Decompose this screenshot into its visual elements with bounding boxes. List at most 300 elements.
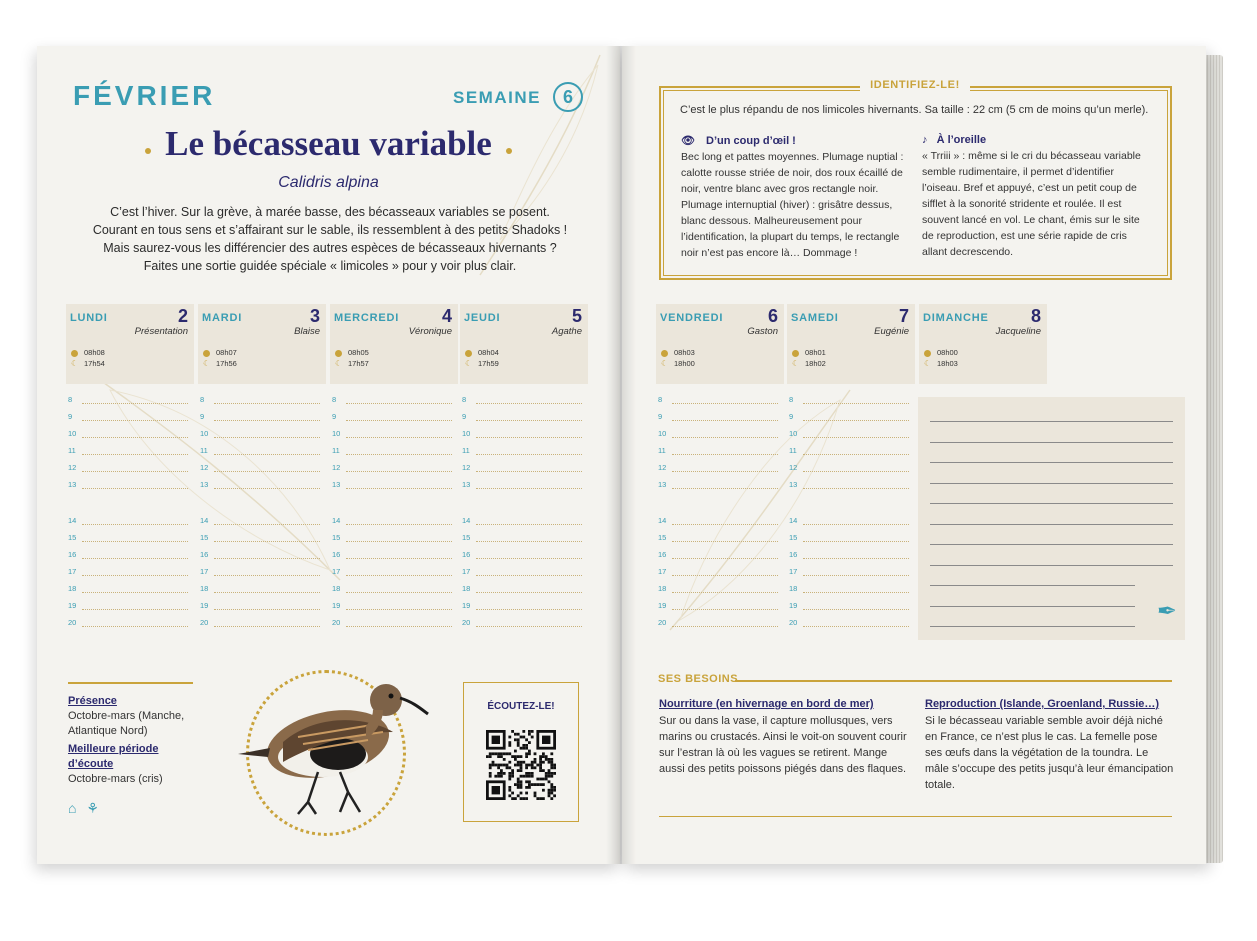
- hour-slot[interactable]: [68, 616, 188, 633]
- hour-slot[interactable]: [789, 393, 909, 410]
- sunrise-row: [661, 348, 695, 357]
- hour-label: 12: [789, 463, 798, 472]
- dotted-line: [476, 437, 582, 438]
- hour-label: 17: [462, 567, 471, 576]
- hour-slot[interactable]: [462, 616, 582, 633]
- hour-slot[interactable]: [658, 582, 778, 599]
- dotted-line: [672, 592, 778, 593]
- sunrise-time: 08h00: [937, 348, 958, 357]
- dotted-line: [82, 524, 188, 525]
- dotted-line: [82, 575, 188, 576]
- note-line: [930, 462, 1173, 463]
- dotted-line: [214, 420, 320, 421]
- day-name: SAMEDI: [791, 312, 839, 324]
- hour-slot[interactable]: [200, 444, 320, 461]
- hour-label: 9: [658, 412, 663, 421]
- page-edges: [1205, 55, 1223, 863]
- note-line: [930, 442, 1173, 443]
- hour-slot[interactable]: [462, 582, 582, 599]
- dotted-line: [214, 609, 320, 610]
- sunset-row: [792, 359, 826, 368]
- dotted-line: [803, 437, 909, 438]
- hour-slot[interactable]: [332, 393, 452, 410]
- dotted-line: [803, 558, 909, 559]
- hour-label: 18: [789, 584, 798, 593]
- day-saint: Gaston: [747, 326, 778, 337]
- hour-label: 14: [332, 516, 341, 525]
- week-number-badge: 6: [553, 82, 583, 112]
- hour-slot[interactable]: [68, 427, 188, 444]
- intro-line: Mais saurez-vous les différencier des autres espèces de bécasseaux hivernants ?: [103, 241, 557, 255]
- dotted-line: [214, 403, 320, 404]
- hour-slot[interactable]: [68, 444, 188, 461]
- dotted-line: [214, 454, 320, 455]
- hour-label: 11: [332, 446, 340, 455]
- hour-label: 18: [658, 584, 667, 593]
- hour-slot[interactable]: [200, 410, 320, 427]
- hour-slot[interactable]: [68, 393, 188, 410]
- hour-label: 8: [332, 395, 337, 404]
- hour-label: 18: [68, 584, 77, 593]
- hour-label: 16: [200, 550, 209, 559]
- hour-slot[interactable]: [200, 582, 320, 599]
- dotted-line: [672, 609, 778, 610]
- dotted-line: [476, 454, 582, 455]
- note-line: [930, 483, 1173, 484]
- moon-icon: ☾: [465, 359, 473, 368]
- hour-label: 10: [789, 429, 798, 438]
- notes-box[interactable]: [918, 397, 1185, 640]
- hour-label: 11: [68, 446, 76, 455]
- day-name: LUNDI: [70, 312, 108, 324]
- dotted-line: [672, 626, 778, 627]
- sunrise-row: [792, 348, 826, 357]
- week-label: SEMAINE: [453, 88, 541, 107]
- sunrise-time: 08h05: [348, 348, 369, 357]
- qr-title: ÉCOUTEZ-LE!: [487, 701, 555, 712]
- day-saint: Présentation: [134, 326, 188, 337]
- sunrise-row: [465, 348, 499, 357]
- hour-slot[interactable]: [658, 444, 778, 461]
- day-saint: Blaise: [294, 326, 320, 337]
- hour-label: 11: [462, 446, 470, 455]
- ear-section: [922, 134, 1154, 260]
- hour-slot[interactable]: [200, 393, 320, 410]
- dotted-line: [346, 420, 452, 421]
- dotted-line: [803, 626, 909, 627]
- dotted-line: [346, 609, 452, 610]
- day-header: [330, 304, 458, 384]
- hour-label: 20: [462, 618, 471, 627]
- latin-name: Calidris alpina: [278, 174, 379, 191]
- hour-slot[interactable]: [332, 616, 452, 633]
- hour-label: 12: [200, 463, 209, 472]
- hour-slot[interactable]: [68, 531, 188, 548]
- hour-slot[interactable]: [462, 565, 582, 582]
- dotted-line: [672, 524, 778, 525]
- dotted-line: [82, 403, 188, 404]
- hour-slot[interactable]: [789, 444, 909, 461]
- dotted-line: [82, 609, 188, 610]
- sunset-row: [661, 359, 695, 368]
- divider: [735, 680, 1172, 682]
- hour-slot[interactable]: [658, 548, 778, 565]
- hour-slot[interactable]: [789, 616, 909, 633]
- day-header: [787, 304, 915, 384]
- dotted-line: [346, 541, 452, 542]
- dotted-line: [346, 403, 452, 404]
- food-section: [659, 698, 909, 777]
- day-number: 2: [177, 306, 188, 326]
- day-number: 7: [898, 306, 909, 326]
- hour-slot[interactable]: [200, 531, 320, 548]
- dotted-line: [82, 420, 188, 421]
- qr-box[interactable]: [463, 682, 579, 822]
- hour-slot[interactable]: [789, 410, 909, 427]
- hour-slot[interactable]: [658, 599, 778, 616]
- hour-slot[interactable]: [658, 427, 778, 444]
- hour-slot[interactable]: [332, 427, 452, 444]
- hour-slot[interactable]: [789, 478, 909, 495]
- needs-title: SES BESOINS: [658, 673, 739, 685]
- day-header: [198, 304, 326, 384]
- hour-slot[interactable]: [462, 514, 582, 531]
- hour-slot[interactable]: [658, 565, 778, 582]
- dotted-line: [346, 454, 452, 455]
- note-line: [930, 503, 1173, 504]
- sunrise-time: 08h04: [478, 348, 499, 357]
- eye-text: Bec long et pattes moyennes. Plumage nuptial : calotte rousse striée de noir, dos roux écaillé de noir, ventre blanc avec gros rectangle noir. Plumage internuptial (hiver) : grisâtre dessus, blanc dessous. Malheureusement pour l’identification, la plupart du temps, le rectangle noir n’est pas encore là… Dommage !: [681, 151, 904, 259]
- sunset-time: 17h59: [478, 359, 499, 368]
- hour-label: 13: [332, 480, 341, 489]
- sunset-row: [335, 359, 369, 368]
- hour-slot[interactable]: [462, 410, 582, 427]
- hour-label: 12: [68, 463, 77, 472]
- hour-label: 19: [658, 601, 667, 610]
- dotted-line: [803, 609, 909, 610]
- hour-label: 8: [462, 395, 467, 404]
- hour-slot[interactable]: [68, 410, 188, 427]
- qr-code[interactable]: [486, 727, 556, 803]
- hour-label: 18: [332, 584, 341, 593]
- dotted-line: [803, 524, 909, 525]
- hour-label: 14: [200, 516, 209, 525]
- hour-label: 9: [332, 412, 337, 421]
- hour-label: 10: [200, 429, 209, 438]
- day-number: 8: [1030, 306, 1041, 326]
- hour-slot[interactable]: [332, 565, 452, 582]
- sunrise-row: [203, 348, 237, 357]
- title-wrap: [37, 124, 620, 164]
- best-period-value: Octobre-mars (cris): [68, 773, 163, 785]
- sunrise-time: 08h03: [674, 348, 695, 357]
- hour-label: 8: [658, 395, 663, 404]
- dotted-line: [803, 488, 909, 489]
- hour-slot[interactable]: [789, 582, 909, 599]
- hour-label: 10: [332, 429, 341, 438]
- sunrise-row: [924, 348, 958, 357]
- sunset-time: 18h03: [937, 359, 958, 368]
- moon-icon: ☾: [792, 359, 800, 368]
- title-dot-icon: [506, 148, 512, 154]
- ear-title: À l’oreille: [936, 134, 987, 146]
- dotted-line: [476, 524, 582, 525]
- note-line: [930, 585, 1135, 586]
- intro-line: Faites une sortie guidée spéciale « limicoles » pour y voir plus clair.: [143, 259, 517, 273]
- hour-slot[interactable]: [789, 531, 909, 548]
- sun-icon: [203, 350, 210, 357]
- hour-slot[interactable]: [658, 461, 778, 478]
- hour-slot[interactable]: [68, 599, 188, 616]
- dotted-line: [803, 454, 909, 455]
- hour-slot[interactable]: [68, 565, 188, 582]
- hour-slot[interactable]: [68, 582, 188, 599]
- hour-slot[interactable]: [332, 514, 452, 531]
- sun-icon: [335, 350, 342, 357]
- presence-label: Présence: [68, 695, 117, 707]
- hour-label: 15: [332, 533, 341, 542]
- dotted-line: [214, 471, 320, 472]
- hour-slot[interactable]: [789, 565, 909, 582]
- dotted-line: [346, 524, 452, 525]
- hour-slot[interactable]: [332, 531, 452, 548]
- hour-slot[interactable]: [789, 461, 909, 478]
- sunset-row: [465, 359, 499, 368]
- note-line: [930, 421, 1173, 422]
- hour-label: 14: [462, 516, 471, 525]
- hour-slot[interactable]: [332, 410, 452, 427]
- dotted-line: [476, 541, 582, 542]
- hour-slot[interactable]: [332, 582, 452, 599]
- hour-slot[interactable]: [462, 427, 582, 444]
- hour-slot[interactable]: [789, 599, 909, 616]
- hour-slot[interactable]: [200, 478, 320, 495]
- hour-slot[interactable]: [332, 548, 452, 565]
- hour-label: 8: [68, 395, 73, 404]
- hour-slot[interactable]: [658, 393, 778, 410]
- hour-label: 14: [789, 516, 798, 525]
- dotted-line: [214, 592, 320, 593]
- music-note-icon: ♪: [922, 134, 928, 146]
- page-title: Le bécasseau variable: [165, 124, 492, 163]
- hour-label: 16: [332, 550, 341, 559]
- hour-label: 15: [462, 533, 471, 542]
- hour-slot[interactable]: [200, 616, 320, 633]
- hour-slot[interactable]: [332, 461, 452, 478]
- sunrise-row: [335, 348, 369, 357]
- dotted-line: [214, 524, 320, 525]
- day-number: 5: [571, 306, 582, 326]
- hour-label: 17: [789, 567, 798, 576]
- day-saint: Véronique: [408, 326, 452, 337]
- quill-icon: ✒: [1156, 598, 1177, 625]
- reproduction-title: Reproduction (Islande, Groenland, Russie…): [925, 698, 1160, 710]
- hour-label: 20: [200, 618, 209, 627]
- dotted-line: [672, 558, 778, 559]
- day-saint: Agathe: [551, 326, 582, 337]
- hour-label: 10: [462, 429, 471, 438]
- hour-label: 9: [789, 412, 794, 421]
- dotted-line: [476, 592, 582, 593]
- dotted-line: [82, 558, 188, 559]
- day-number: 6: [767, 306, 778, 326]
- hour-slot[interactable]: [200, 514, 320, 531]
- hour-slot[interactable]: [68, 514, 188, 531]
- dotted-line: [476, 403, 582, 404]
- hour-label: 12: [332, 463, 341, 472]
- day-name: MARDI: [202, 312, 243, 324]
- hour-slot[interactable]: [658, 410, 778, 427]
- hour-slot[interactable]: [462, 393, 582, 410]
- dunlin-illustration: [228, 662, 438, 832]
- hour-slot[interactable]: [200, 461, 320, 478]
- hour-label: 12: [462, 463, 471, 472]
- dotted-line: [476, 626, 582, 627]
- dotted-line: [82, 454, 188, 455]
- note-line: [930, 565, 1173, 566]
- hour-slot[interactable]: [462, 531, 582, 548]
- title-dot-icon: [145, 148, 151, 154]
- dotted-line: [346, 558, 452, 559]
- hour-label: 12: [658, 463, 667, 472]
- day-number: 3: [309, 306, 320, 326]
- dotted-line: [803, 471, 909, 472]
- eye-title: D’un coup d’œil !: [706, 135, 796, 147]
- hour-slot[interactable]: [68, 548, 188, 565]
- hour-slot[interactable]: [462, 599, 582, 616]
- dotted-line: [214, 541, 320, 542]
- moon-icon: ☾: [924, 359, 932, 368]
- divider: [68, 682, 193, 684]
- sunset-row: [203, 359, 237, 368]
- hour-label: 16: [658, 550, 667, 559]
- hour-label: 19: [789, 601, 798, 610]
- hour-label: 13: [658, 480, 667, 489]
- dotted-line: [214, 575, 320, 576]
- hour-label: 16: [68, 550, 77, 559]
- hour-label: 16: [462, 550, 471, 559]
- sunrise-time: 08h08: [84, 348, 105, 357]
- hour-label: 9: [200, 412, 205, 421]
- hour-label: 19: [462, 601, 471, 610]
- hour-slot[interactable]: [658, 531, 778, 548]
- sunrise-time: 08h01: [805, 348, 826, 357]
- hour-slot[interactable]: [462, 444, 582, 461]
- reproduction-section: [925, 698, 1175, 793]
- hour-label: 16: [789, 550, 798, 559]
- hour-label: 11: [200, 446, 208, 455]
- dotted-line: [803, 403, 909, 404]
- hour-label: 14: [68, 516, 77, 525]
- hour-label: 15: [789, 533, 798, 542]
- dotted-line: [672, 541, 778, 542]
- day-number: 4: [441, 306, 452, 326]
- hour-label: 15: [200, 533, 209, 542]
- hour-slot[interactable]: [789, 427, 909, 444]
- dotted-line: [346, 437, 452, 438]
- hour-slot[interactable]: [462, 478, 582, 495]
- moon-icon: ☾: [203, 359, 211, 368]
- note-line: [930, 626, 1135, 627]
- day-name: VENDREDI: [660, 312, 724, 324]
- hour-label: 20: [789, 618, 798, 627]
- dotted-line: [476, 488, 582, 489]
- dotted-line: [672, 454, 778, 455]
- sunset-row: [924, 359, 958, 368]
- dotted-line: [476, 575, 582, 576]
- ear-text: « Trriii » : même si le cri du bécasseau variable semble rudimentaire, il permet d’identifier l’oiseau. Bref et appuyé, c’est un petit coup de sifflet à la sonorité stridente et roulée. Il est souvent lancé en vol. Le chant, émis sur le site de reproduction, est une série rapide de cris allant decrescendo.: [922, 150, 1141, 258]
- dotted-line: [346, 626, 452, 627]
- hour-label: 17: [200, 567, 209, 576]
- hour-slot[interactable]: [658, 514, 778, 531]
- eye-icon: 👁: [681, 135, 695, 147]
- hour-label: 18: [200, 584, 209, 593]
- dotted-line: [346, 592, 452, 593]
- dotted-line: [346, 575, 452, 576]
- note-line: [930, 606, 1135, 607]
- eye-section: [681, 134, 913, 261]
- day-name: DIMANCHE: [923, 312, 989, 324]
- hour-label: 11: [789, 446, 797, 455]
- house-bird-icon: ⌂: [68, 800, 77, 816]
- dotted-line: [346, 488, 452, 489]
- sunset-row: [71, 359, 105, 368]
- hour-slot[interactable]: [200, 427, 320, 444]
- hour-slot[interactable]: [68, 478, 188, 495]
- hour-slot[interactable]: [462, 548, 582, 565]
- dotted-line: [214, 437, 320, 438]
- hour-label: 14: [658, 516, 667, 525]
- day-header: [66, 304, 194, 384]
- hour-slot[interactable]: [462, 461, 582, 478]
- hour-label: 15: [68, 533, 77, 542]
- hour-slot[interactable]: [200, 565, 320, 582]
- hour-label: 9: [68, 412, 73, 421]
- hour-slot[interactable]: [789, 514, 909, 531]
- hour-slot[interactable]: [332, 599, 452, 616]
- reproduction-text: Si le bécasseau variable semble avoir déjà niché en France, ce n’est plus le cas. La femelle pose ses œufs dans la végétation de la toundra. Le mâle s’occupe des petits jusqu’à leur émancipation totale.: [925, 715, 1174, 791]
- sun-icon: [465, 350, 472, 357]
- day-name: MERCREDI: [334, 312, 400, 324]
- dotted-line: [82, 541, 188, 542]
- sunset-time: 18h00: [674, 359, 695, 368]
- hour-slot[interactable]: [658, 478, 778, 495]
- moon-icon: ☾: [335, 359, 343, 368]
- dotted-line: [214, 626, 320, 627]
- moon-icon: ☾: [71, 359, 79, 368]
- hour-slot[interactable]: [658, 616, 778, 633]
- identify-title: IDENTIFIEZ-LE!: [860, 79, 970, 91]
- day-saint: Eugénie: [874, 326, 909, 337]
- hour-slot[interactable]: [68, 461, 188, 478]
- day-header: [919, 304, 1047, 384]
- dotted-line: [672, 471, 778, 472]
- sunset-time: 17h57: [348, 359, 369, 368]
- dotted-line: [82, 488, 188, 489]
- dotted-line: [803, 575, 909, 576]
- hour-slot[interactable]: [332, 444, 452, 461]
- moon-icon: ☾: [661, 359, 669, 368]
- hour-slot[interactable]: [200, 599, 320, 616]
- hour-slot[interactable]: [789, 548, 909, 565]
- hour-label: 9: [462, 412, 467, 421]
- hour-slot[interactable]: [200, 548, 320, 565]
- dotted-line: [346, 471, 452, 472]
- book-gutter: [606, 46, 636, 864]
- intro-paragraph: [70, 203, 590, 275]
- dotted-line: [476, 558, 582, 559]
- hour-slot[interactable]: [332, 478, 452, 495]
